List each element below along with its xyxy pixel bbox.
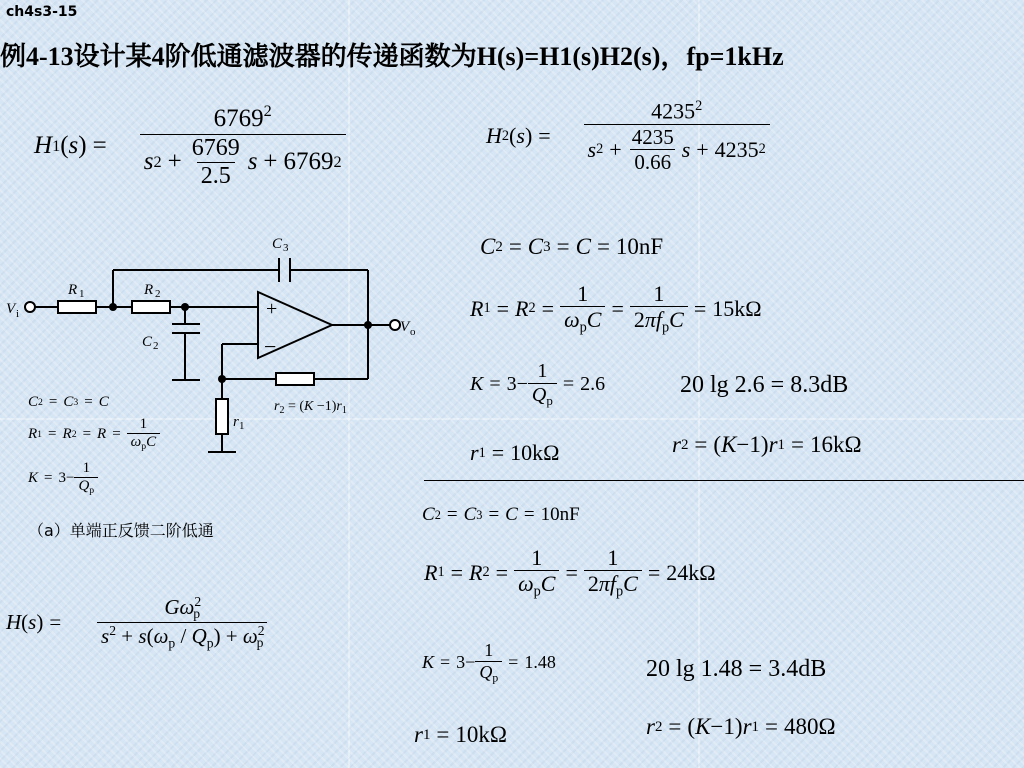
stage1-r1-eq: r 1 = 10kΩ — [470, 440, 560, 465]
stage2-resistor-value: 24kΩ — [666, 559, 716, 585]
h1-formula: H 1 ( s ) = 6769$^2$ s 2 + $\frac{6769}{2.5}$ s + 6769 2 — [34, 102, 373, 191]
h1-numerator: 6769 — [213, 104, 264, 132]
general-transfer-function: H ( s ) = $\frac{G\omega^2_p}{s^2 + s(\omega_p / Q_p) + \omega^2_p}$ — [6, 594, 297, 651]
h2-formula: H 2 ( s ) = 4235$^2$ s 2 + $\frac{4235}{0.66}$ s + 4235 2 — [486, 98, 797, 174]
h1-const: 6769 — [283, 148, 334, 176]
stage1-r2-eq: r 2 = ( K −1) r 1 = 16kΩ — [672, 432, 862, 457]
generic-design-formulas: C 2 = C 3 = C R 1 = R 2 = R = $\frac{1}{\omega_pC}$ K = 3− $\frac{1}{Q_p}$ — [28, 392, 160, 500]
h2-const: 4235 — [714, 136, 759, 162]
h1-div: 2.5 — [197, 162, 235, 191]
svg-text:C: C — [142, 334, 153, 350]
svg-text:R: R — [68, 282, 78, 298]
slide-id: ch4s3-15 — [6, 4, 78, 20]
stage2-gain-value: 1.48 — [524, 651, 556, 672]
h2-coef: 4235 — [631, 124, 674, 149]
svg-text:V: V — [6, 301, 16, 317]
stage2-r2-eq: r 2 = ( K −1) r 1 = 480Ω — [646, 714, 836, 739]
stage1-r1-value: 10kΩ — [510, 440, 560, 465]
section-divider — [424, 480, 1024, 481]
stage2-r1-value: 10kΩ — [455, 722, 507, 747]
stage2-gain-db: 20 lg 1.48 = 3.4dB — [646, 656, 827, 682]
stage2-gain-eq: K = 3− $\frac{1}{Q_p}$ = 1.48 — [422, 640, 556, 685]
svg-text:3: 3 — [283, 242, 289, 254]
stage2-resistor-eq: R 1 = R 2 = $\frac{1}{\omega_pC}$ = $\frac{1}{2\pi f_pC}$ = 24kΩ — [424, 545, 716, 600]
svg-text:−: − — [264, 334, 277, 359]
svg-text:+: + — [266, 298, 278, 320]
svg-text:2: 2 — [155, 288, 161, 300]
stage2-capacitor-value: 10nF — [540, 504, 580, 525]
circuit-caption: （a）单端正反馈二阶低通 — [28, 521, 214, 540]
stage1-resistor-eq: R 1 = R 2 = $\frac{1}{\omega_pC}$ = $\frac{1}{2\pi f_pC}$ = 15kΩ — [470, 281, 762, 336]
stage1-capacitor-eq: C 2 = C 3 = C = 10nF — [480, 234, 664, 259]
h1-coef: 6769 — [191, 134, 240, 161]
stage1-r2-value: 16kΩ — [809, 432, 862, 457]
svg-text:V: V — [400, 319, 410, 335]
svg-text:2: 2 — [153, 340, 159, 352]
stage1-resistor-value: 15kΩ — [712, 295, 762, 321]
stage1-gain-eq: K = 3− $\frac{1}{Q_p}$ = 2.6 — [470, 360, 606, 408]
stage2-r1-eq: r 1 = 10kΩ — [414, 722, 507, 747]
page-title: 例4-13设计某4阶低通滤波器的传递函数为H(s)=H1(s)H2(s)，fp=1kHz — [0, 42, 784, 71]
svg-text:o: o — [410, 326, 416, 338]
svg-text:1: 1 — [239, 420, 245, 432]
svg-text:C: C — [272, 236, 283, 252]
stage1-gain-value: 2.6 — [580, 372, 606, 395]
stage2-capacitor-eq: C 2 = C 3 = C = 10nF — [422, 504, 580, 525]
stage1-gain-db: 20 lg 2.6 = 8.3dB — [680, 372, 849, 398]
h2-div: 0.66 — [630, 149, 675, 174]
stage1-capacitor-value: 10nF — [615, 234, 664, 259]
svg-text:i: i — [16, 308, 20, 320]
svg-text:1: 1 — [79, 288, 85, 300]
stage2-r2-value: 480Ω — [783, 714, 836, 739]
svg-text:r2 = (K −1)r1: $r_2 = (K -1)r_1$ — [274, 399, 347, 416]
h2-numerator: 4235 — [651, 98, 696, 124]
svg-text:R: R — [144, 282, 154, 298]
svg-text:r: r — [233, 414, 239, 430]
